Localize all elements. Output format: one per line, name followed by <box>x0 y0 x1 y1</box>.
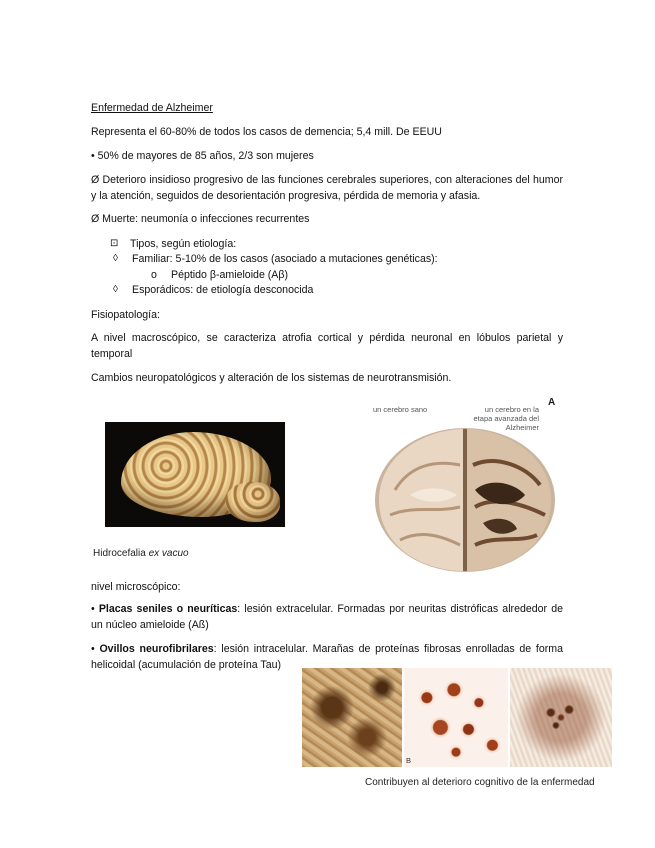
caption-italic: ex vacuo <box>148 548 189 559</box>
fisio-title: Fisiopatología: <box>91 309 160 321</box>
micro-caption: Contribuyen al deterioro cognitivo de la enfermedad <box>365 777 595 788</box>
square-bullet-icon: ⊡ <box>110 238 119 249</box>
diamond-bullet-icon: ◊ <box>113 284 118 295</box>
plaques-term: Placas seniles o neuríticas <box>98 603 238 615</box>
alzheimer-brain-label: un cerebro en la etapa avanzada del Alzheimer <box>473 405 539 432</box>
hydrocephaly-caption <box>93 547 189 561</box>
macro-paragraph: A nivel macroscópico, se caracteriza atrofia cortical y pérdida neuronal en lóbulos parietal y temporal <box>91 332 563 360</box>
micro-image-amyloid <box>404 668 508 767</box>
types-title: Tipos, según etiología: <box>130 238 237 250</box>
tangles-desc: : lesión intracelular. Marañas de proteínas fibrosas enrolladas de forma helicoidal (acumulación de proteína Tau) <box>91 643 563 671</box>
brain-comparison-figure <box>365 395 565 573</box>
atrophied-brain-photo <box>105 422 285 527</box>
micro-title: nivel microscópico: <box>91 581 181 593</box>
heading: Enfermedad de Alzheimer <box>91 102 213 114</box>
diamond-bullet-icon: ◊ <box>113 253 118 264</box>
changes-paragraph: Cambios neuropatológicos y alteración de los sistemas de neurotransmisión. <box>91 372 452 384</box>
types-peptide: Péptido β-amieloide (Aβ) <box>171 269 288 281</box>
types-sporadic: Esporádicos: de etiología desconocida <box>132 284 314 296</box>
bullet-statistic: • 50% de mayores de 85 años, 2/3 son mujeres <box>91 150 314 162</box>
brain-cerebellum <box>225 482 280 522</box>
plaques-desc: : lesión extracelular. Formadas por neuritas distróficas alrededor de un núcleo amieloide (Aß) <box>91 603 563 631</box>
symptoms-paragraph: Ø Deterioro insidioso progresivo de las funciones cerebrales superiores, con alteraciones del humor y la atención, seguidos de desorientación progresiva, pérdida de memoria y afasia. <box>91 174 563 202</box>
figure-letter: A <box>548 397 556 408</box>
healthy-brain-label: un cerebro sano <box>373 405 428 414</box>
micro-image-plaques <box>302 668 402 767</box>
death-cause: Ø Muerte: neumonía o infecciones recurrentes <box>91 213 310 225</box>
micro-panel-letter: B <box>406 756 412 765</box>
peptide-marker: o <box>151 269 157 281</box>
types-familiar: Familiar: 5-10% de los casos (asociado a mutaciones genéticas): <box>132 253 438 265</box>
caption-main: Hidrocefalia <box>93 548 149 559</box>
intro-paragraph: Representa el 60-80% de todos los casos de demencia; 5,4 mill. De EEUU <box>91 126 442 138</box>
tangles-paragraph: • Ovillos neurofibrilares: lesión intracelular. Marañas de proteínas fibrosas enrolladas de forma helicoidal (acumulación de proteína Tau) <box>91 643 563 671</box>
plaques-paragraph: • Placas seniles o neuríticas: lesión extracelular. Formadas por neuritas distróficas alrededor de un núcleo amieloide (Aß) <box>91 603 563 631</box>
tangles-term: Ovillos neurofibrilares <box>99 643 214 655</box>
micro-image-tangles <box>510 668 612 767</box>
